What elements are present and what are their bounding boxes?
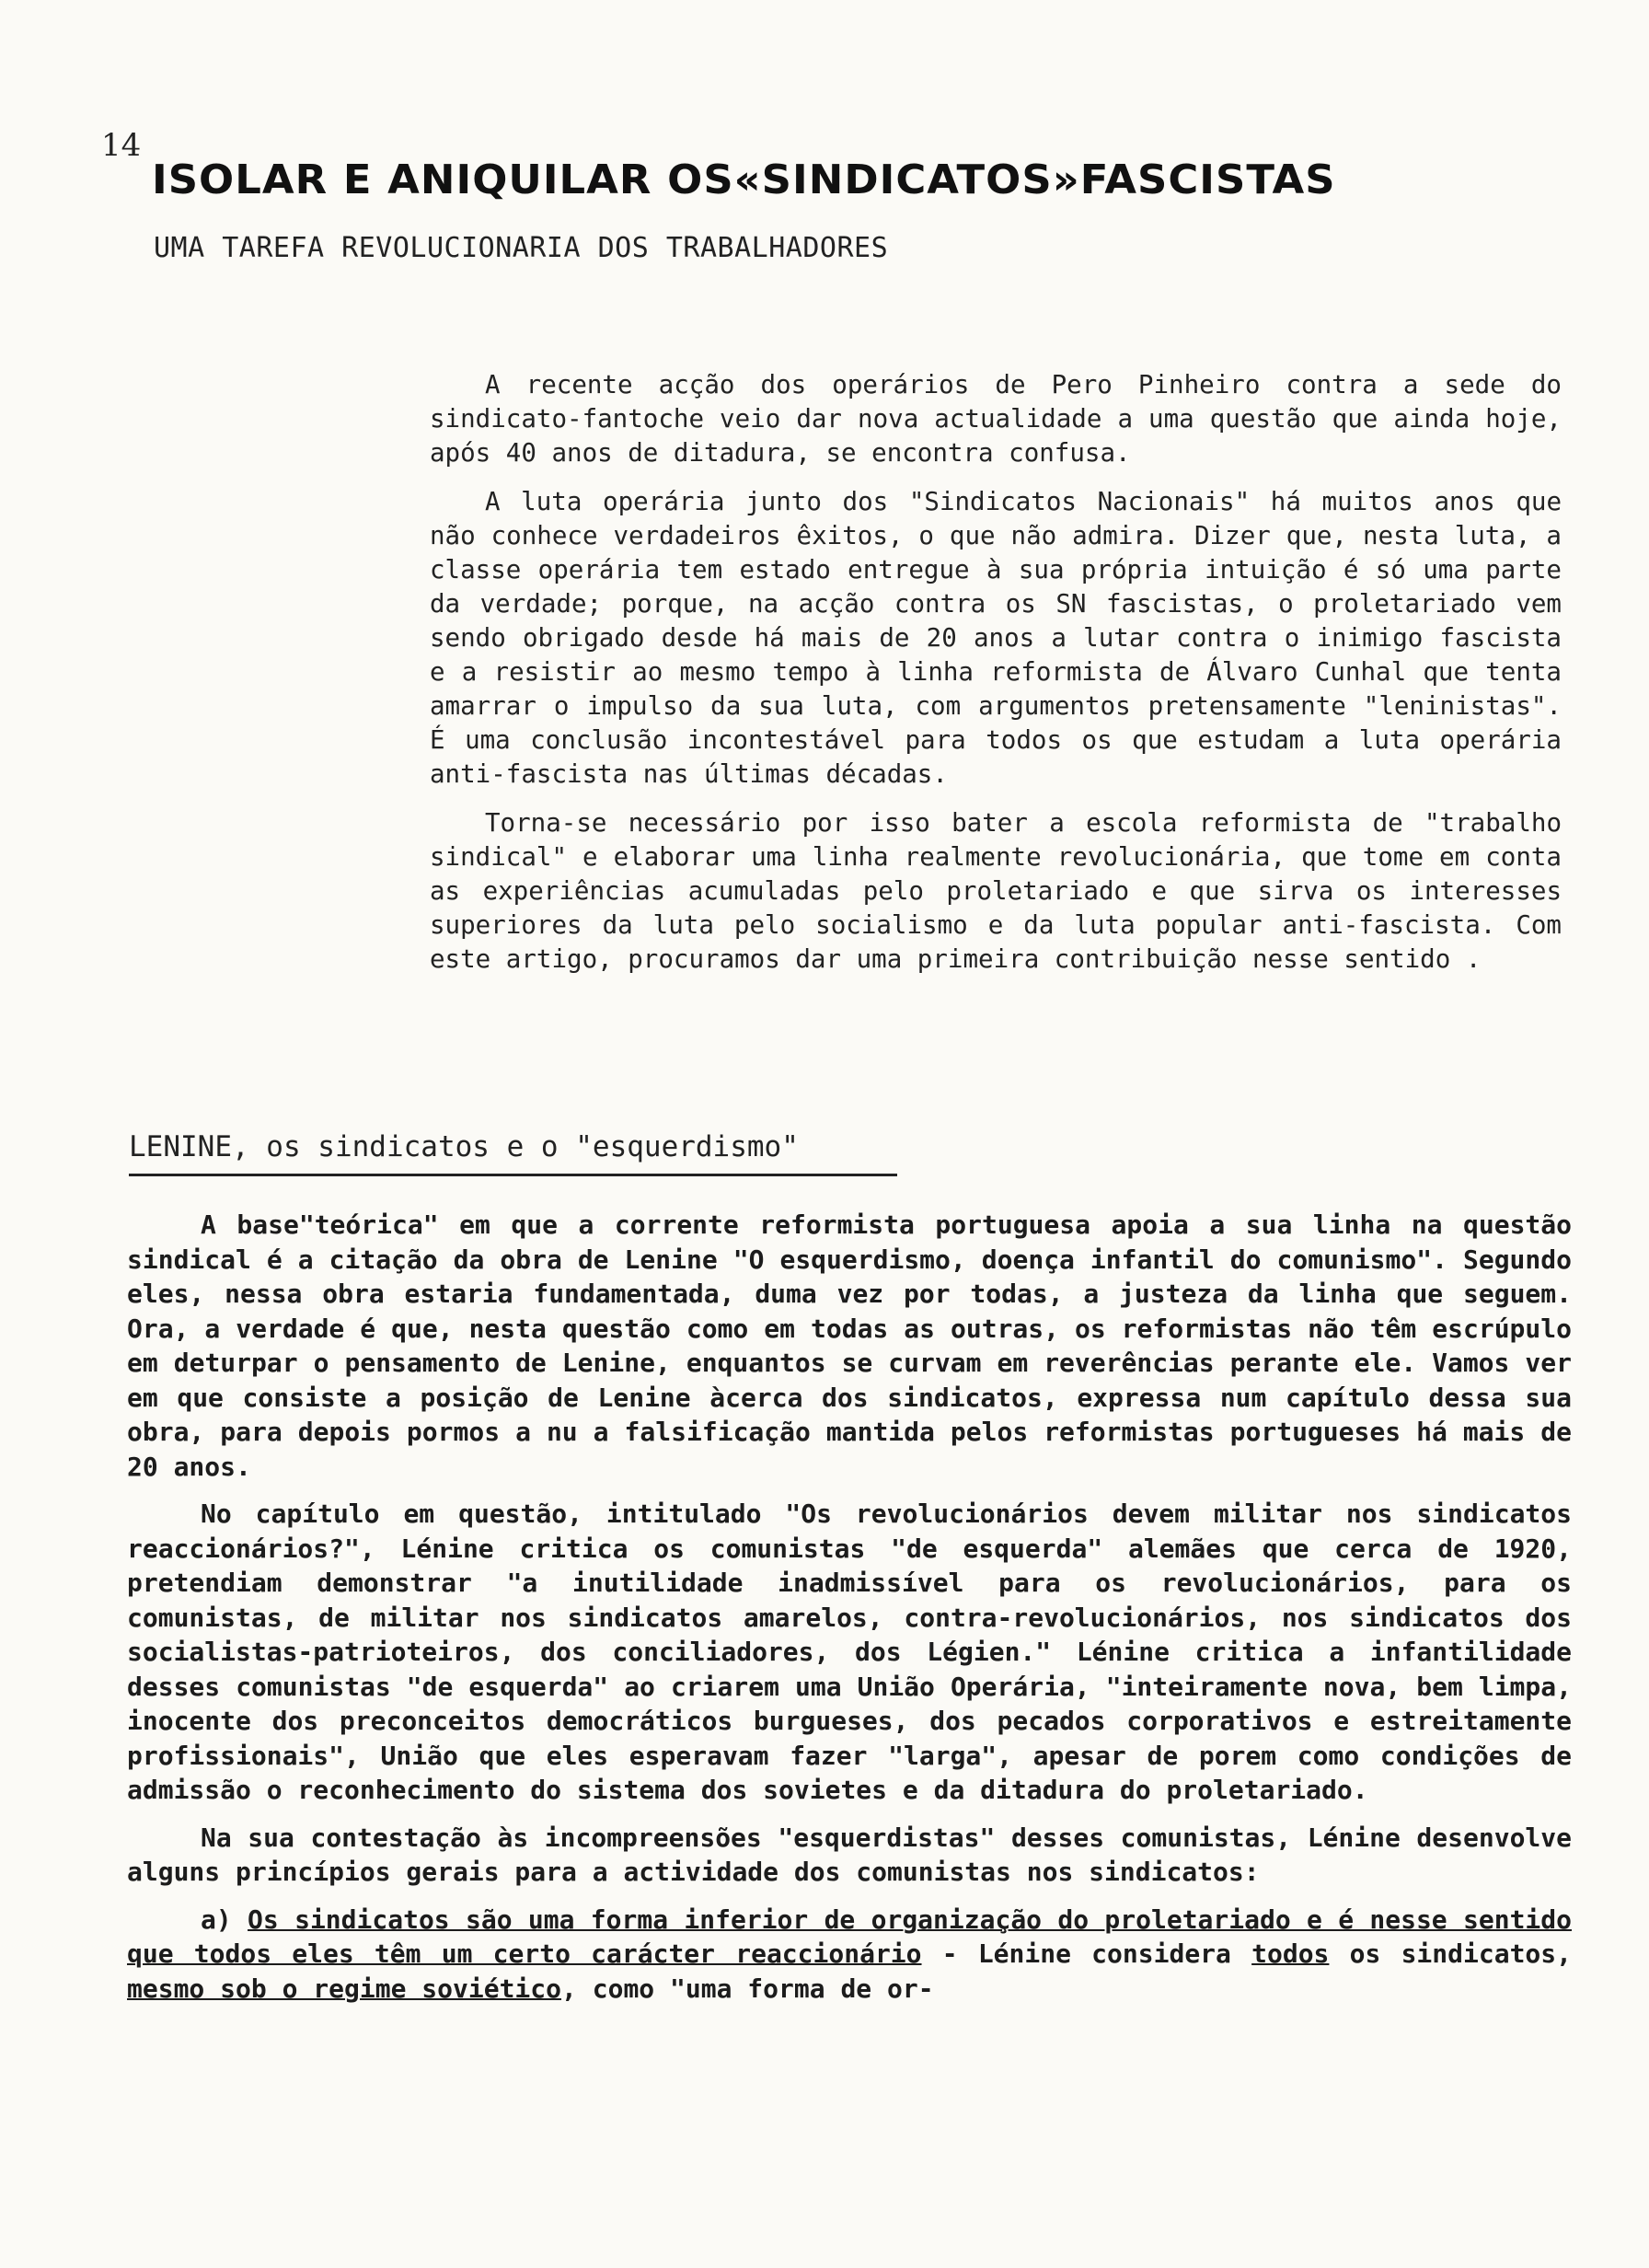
- underlined-text: Os sindicatos são uma forma inferior de organização do proletariado e é nesse sentido que todos eles têm um certo carácter reaccionário: [127, 1904, 1572, 1969]
- body-paragraph: A base"teórica" em que a corrente reformista portuguesa apoia a sua linha na questão sindical é a citação da obra de Lenine "O esquerdismo, doença infantil do comunismo". Segundo eles, nessa obra estaria fundamentada, duma vez por todas, a justeza da linha que seguem. Ora, a verdade é que, nesta questão como em todas as outras, os reformistas não têm escrúpulo em deturpar o pensamento de Lenine, enquantos se curvam em reverências perante ele. Vamos ver em que consiste a posição de Lenine àcerca dos sindicatos, expressa num capítulo dessa sua obra, para depois pormos a nu a falsificação mantida pelos reformistas portugueses há mais de 20 anos.: [127, 1209, 1572, 1482]
- underlined-text: todos: [1251, 1938, 1330, 1969]
- body-text-span: os sindicatos,: [1329, 1938, 1572, 1969]
- intro-paragraph: A luta operária junto dos "Sindicatos Nacionais" há muitos anos que não conhece verdadeiros êxitos, o que não admira. Dizer que, nesta luta, a classe operária tem estado entregue à sua própria intuição é só uma parte da verdade; porque, na acção contra os SN fascistas, o proletariado vem sendo obrigado desde há mais de 20 anos a lutar contra o inimigo fascista e a resistir ao mesmo tempo à linha reformista de Álvaro Cunhal que tenta amarrar o impulso da sua luta, com argumentos pretensamente "leninistas". É uma conclusão incontestável para todos os que estudam a luta operária anti-fascista nas últimas décadas.: [430, 487, 1562, 789]
- list-label: a): [201, 1904, 232, 1935]
- intro-paragraph: A recente acção dos operários de Pero Pinheiro contra a sede do sindicato-fantoche veio dar nova actualidade a uma questão que ainda hoje, após 40 anos de ditadura, se encontra confusa.: [430, 370, 1562, 468]
- article-subtitle: UMA TAREFA REVOLUCIONARIA DOS TRABALHADORES: [154, 232, 889, 264]
- body-paragraph-list-item: [127, 1903, 1572, 2007]
- section-heading: LENINE, os sindicatos e o "esquerdismo": [129, 1130, 799, 1163]
- underlined-text: mesmo sob o regime soviético: [127, 1973, 562, 2004]
- body-paragraph: No capítulo em questão, intitulado "Os revolucionários devem militar nos sindicatos reaccionários?", Lénine critica os comunistas "de esquerda" alemães que cerca de 1920, pretendiam demonstrar "a inutilidade inadmissível para os revolucionários, para os comunistas, de militar nos sindicatos amarelos, contra-revolucionários, nos sindicatos dos socialistas-patrioteiros, dos conciliadores, dos Légien." Lénine critica a infantilidade desses comunistas "de esquerda" ao criarem uma União Operária, "inteiramente nova, bem limpa, inocente dos preconceitos democráticos burgueses, dos pecados corporativos e estreitamente profissionais", União que eles esperavam fazer "larga", apesar de porem como condições de admissão o reconhecimento do sistema dos sovietes e da ditadura do proletariado.: [127, 1498, 1572, 1805]
- article-title: ISOLAR E ANIQUILAR OS«SINDICATOS»FASCISTAS: [152, 156, 1336, 203]
- page-number: 14: [101, 127, 142, 164]
- body-text-span: - Lénine considera: [921, 1938, 1252, 1969]
- body-column: [127, 1208, 1572, 2019]
- section-underline: [129, 1174, 897, 1176]
- intro-column: [430, 368, 1562, 991]
- body-paragraph: Na sua contestação às incompreensões "esquerdistas" desses comunistas, Lénine desenvolve alguns princípios gerais para a actividade dos comunistas nos sindicatos:: [127, 1822, 1572, 1887]
- intro-paragraph: Torna-se necessário por isso bater a escola reformista de "trabalho sindical" e elaborar uma linha realmente revolucionária, que tome em conta as experiências acumuladas pelo proletariado e que sirva os interesses superiores da luta pelo socialismo e da luta popular anti-fascista. Com este artigo, procuramos dar uma primeira contribuição nesse sentido .: [430, 808, 1562, 974]
- body-text-span: , como "uma forma de or-: [561, 1973, 934, 2004]
